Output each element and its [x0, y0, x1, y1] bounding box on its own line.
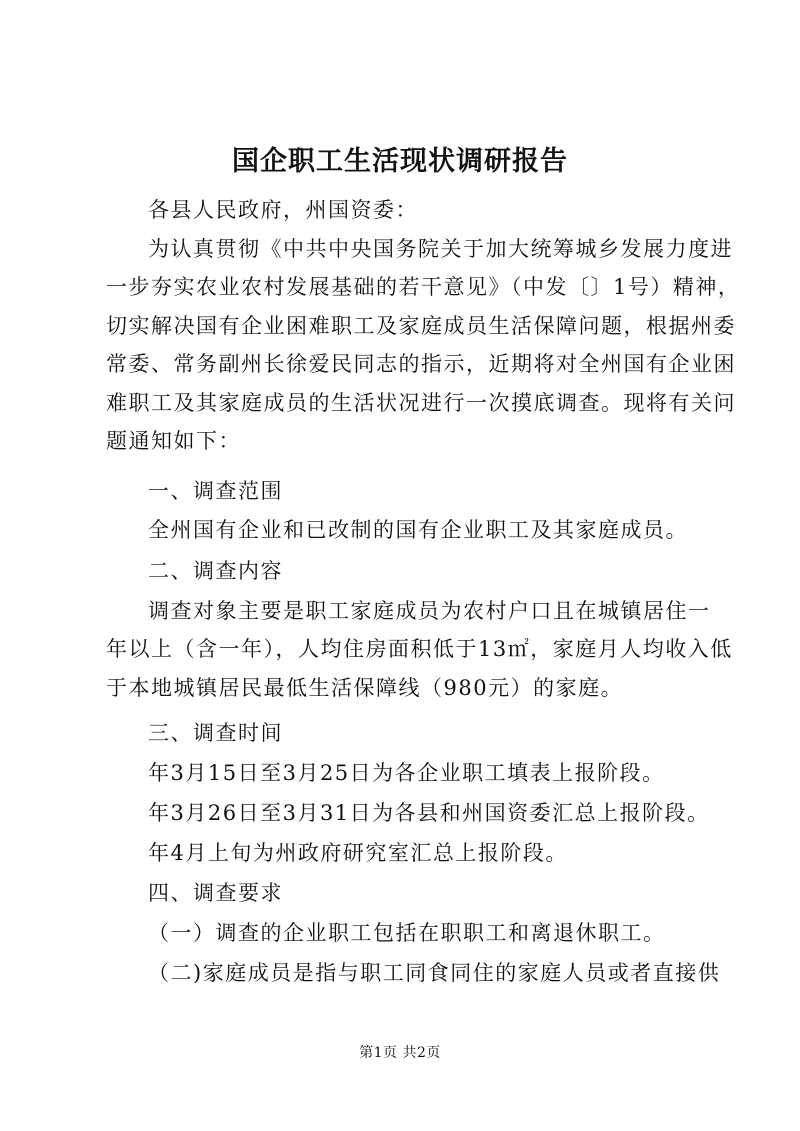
paragraph-line: 难职工及其家庭成员的生活状况进行一次摸底调查。现将有关问 [106, 391, 736, 415]
section-heading: 二、调查内容 [148, 559, 283, 583]
paragraph-line: 常委、常务副州长徐爱民同志的指示，近期将对全州国有企业困 [106, 352, 736, 376]
paragraph-line: 于本地城镇居民最低生活保障线（980元）的家庭。 [106, 676, 624, 700]
document-title: 国企职工生活现状调研报告 [232, 146, 568, 177]
paragraph-line: 一步夯实农业农村发展基础的若干意见》（中发〔〕1号）精神， [106, 275, 741, 299]
paragraph-line: 年4月上旬为州政府研究室汇总上报阶段。 [148, 841, 568, 865]
section-heading: 三、调查时间 [148, 721, 283, 745]
section-heading: 一、调查范围 [148, 479, 283, 503]
paragraph-line: 切实解决国有企业困难职工及家庭成员生活保障问题，根据州委 [106, 314, 736, 338]
salutation: 各县人民政府，州国资委： [148, 198, 418, 222]
paragraph-line: 全州国有企业和已改制的国有企业职工及其家庭成员。 [148, 518, 688, 542]
section-heading: 四、调查要求 [148, 881, 283, 905]
paragraph-line: 年3月15日至3月25日为各企业职工填表上报阶段。 [148, 761, 665, 785]
paragraph-line: （一）调查的企业职工包括在职职工和离退休职工。 [148, 921, 666, 945]
paragraph-line: 年以上（含一年），人均住房面积低于13㎡，家庭月人均收入低 [106, 637, 733, 661]
paragraph-line: 调查对象主要是职工家庭成员为农村户口且在城镇居住一 [148, 599, 711, 623]
page-number: 第1页 共2页 [359, 1045, 441, 1061]
paragraph-line: （二)家庭成员是指与职工同食同住的家庭人员或者直接供 [148, 961, 721, 985]
paragraph-line: 为认真贯彻《中共中央国务院关于加大统筹城乡发展力度进 [148, 237, 733, 261]
paragraph-line: 题通知如下： [106, 429, 241, 453]
paragraph-line: 年3月26日至3月31日为各县和州国资委汇总上报阶段。 [148, 801, 710, 825]
